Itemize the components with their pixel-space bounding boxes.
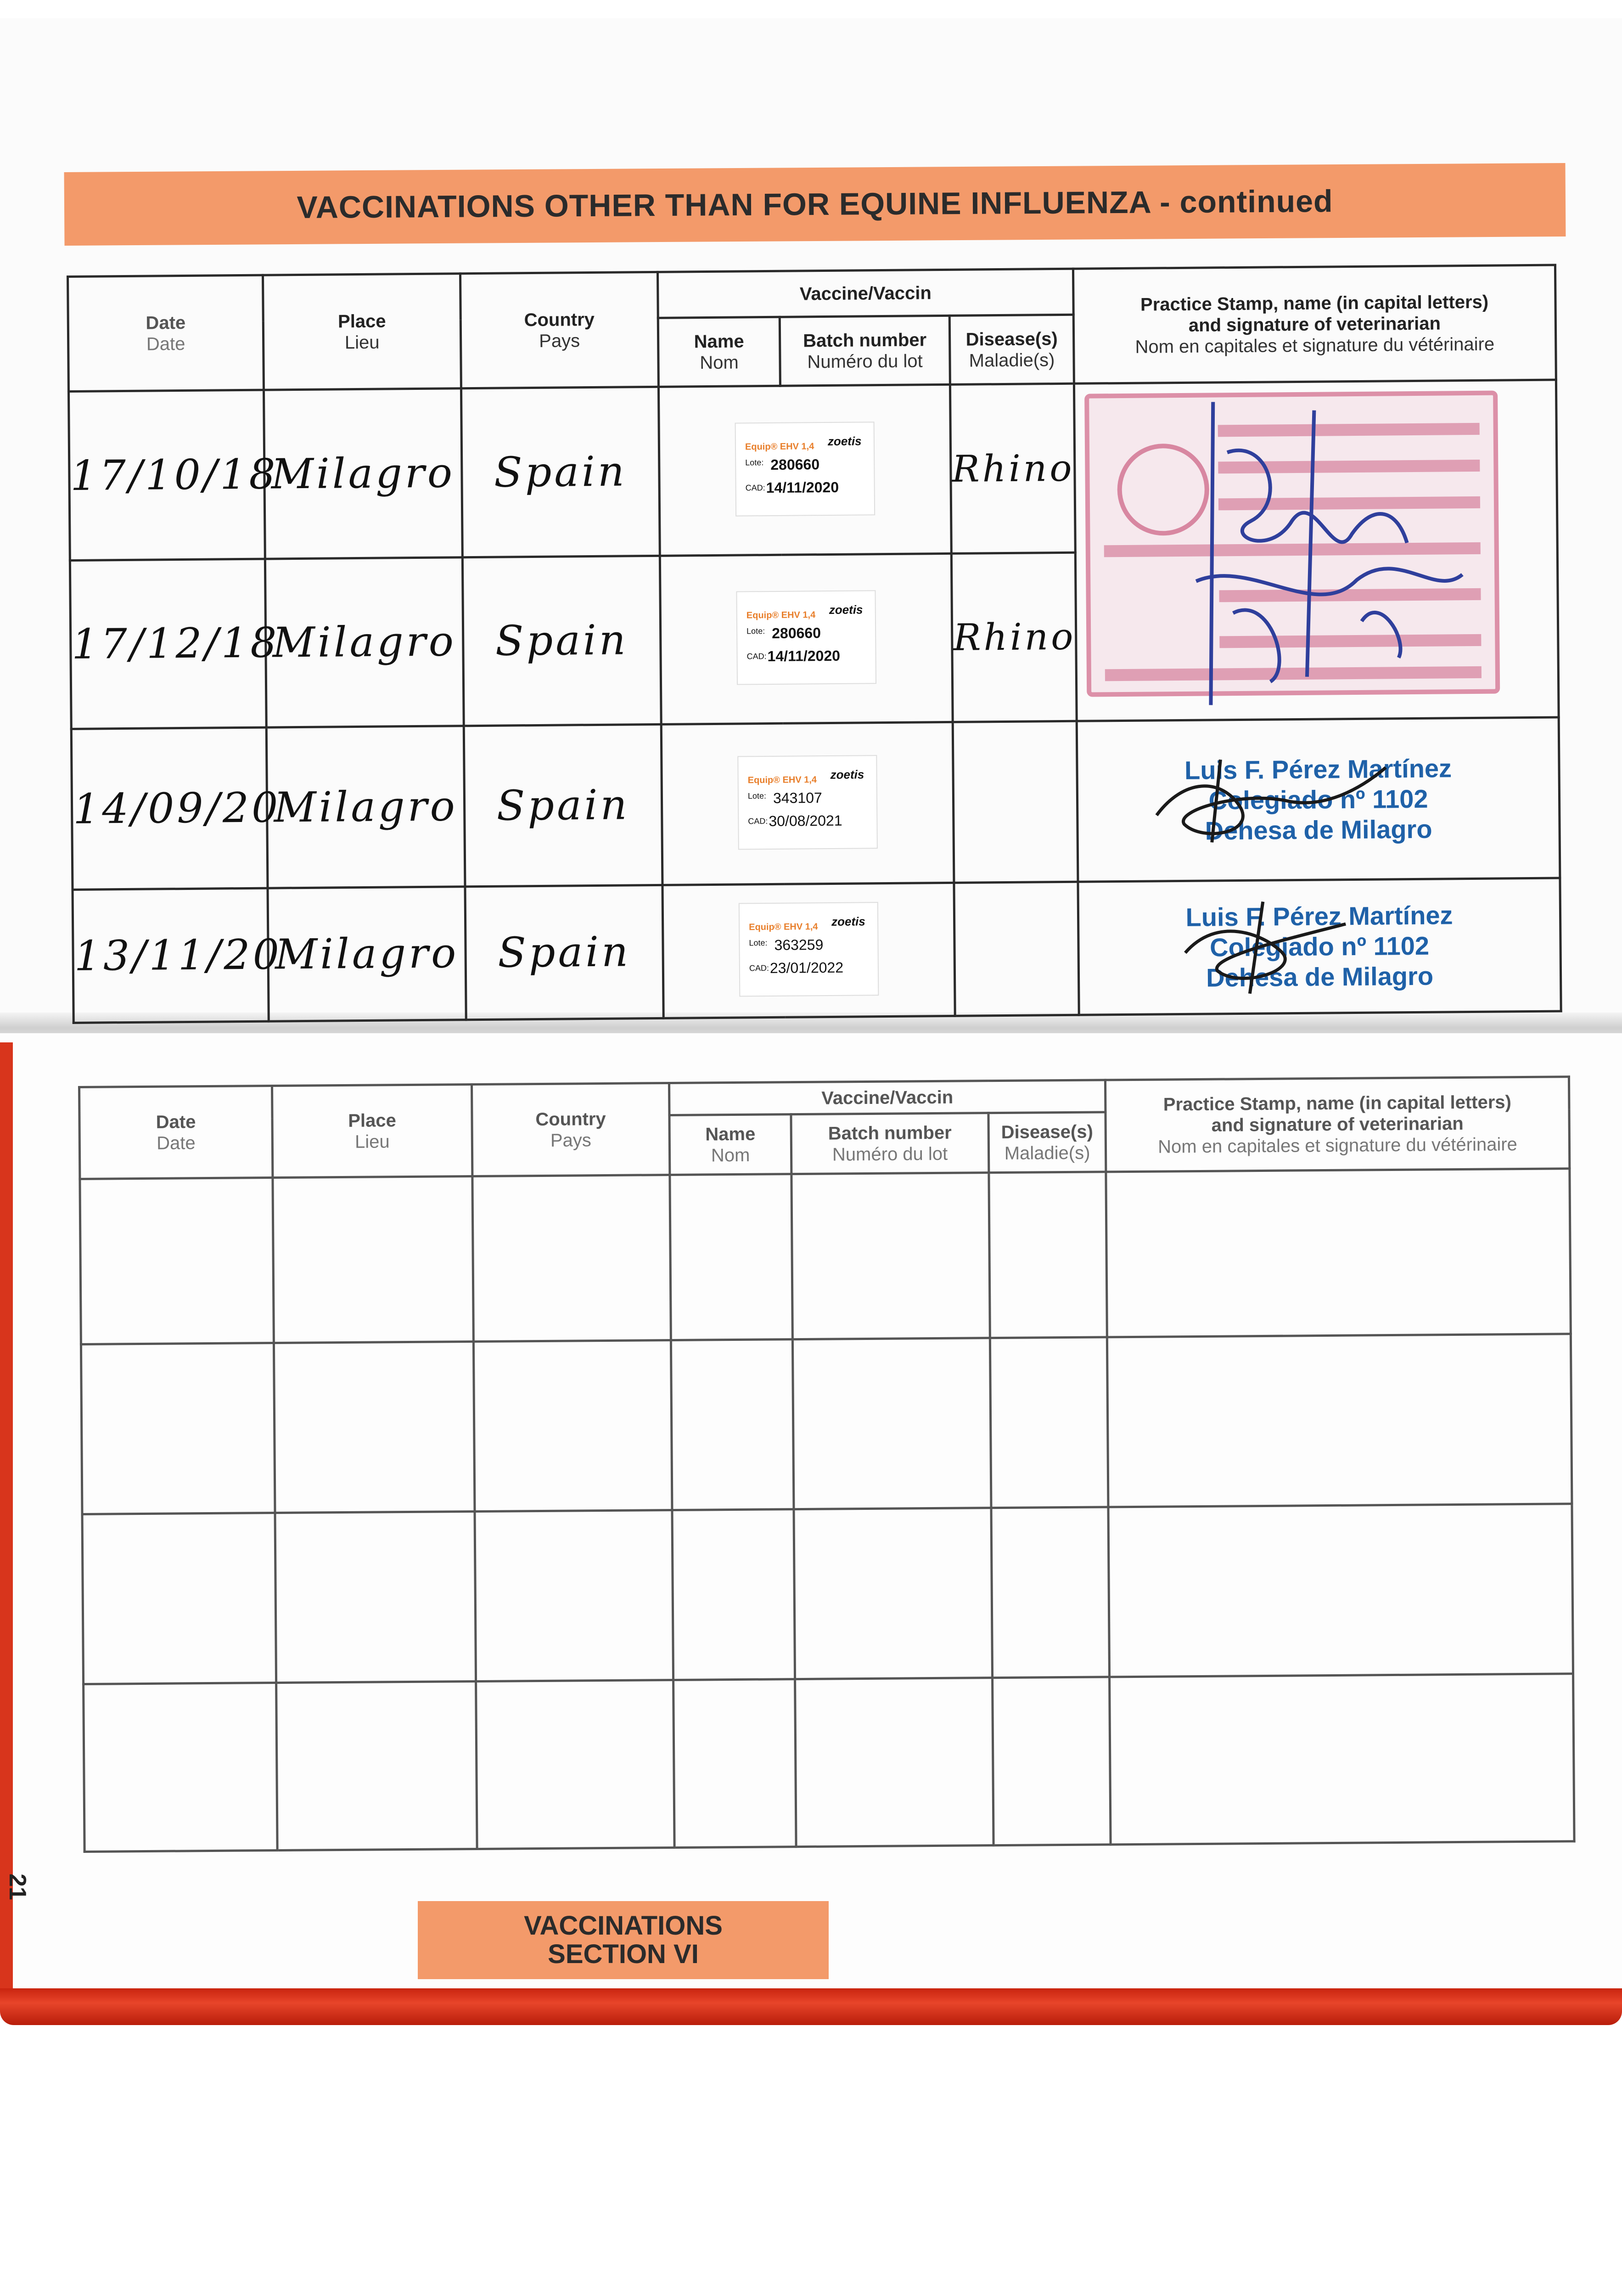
col-place: Place Lieu <box>272 1085 472 1178</box>
country-cell: Spain <box>464 724 662 886</box>
col-date: Date Date <box>68 275 264 391</box>
col-practice-stamp: Practice Stamp, name (in capital letters) and signature of veterinarian Nom en capitales et signature du vétérinaire <box>1073 265 1556 383</box>
date-cell[interactable] <box>81 1343 275 1514</box>
table-row <box>71 717 1560 889</box>
disease-cell[interactable] <box>989 1172 1107 1338</box>
country-cell: Spain <box>462 556 661 726</box>
place-cell: Milagro <box>268 887 466 1021</box>
place-cell[interactable] <box>275 1511 476 1683</box>
col-batch: Batch number Numéro du lot <box>780 315 950 386</box>
vaccine-sticker: Equip® EHV 1,4 zoetis Lote: 363259 CAD: 23/01/2022 <box>740 903 878 996</box>
country-cell[interactable] <box>472 1175 671 1342</box>
col-disease: Disease(s) Maladie(s) <box>949 315 1074 384</box>
batch-cell[interactable] <box>795 1678 994 1847</box>
col-name: Name Nom <box>658 317 780 387</box>
section-tab[interactable] <box>418 1901 829 1979</box>
date-cell[interactable] <box>82 1513 276 1684</box>
section-title: VACCINATIONS OTHER THAN FOR EQUINE INFLUENZA - continued <box>297 184 1333 225</box>
name-cell[interactable] <box>671 1339 794 1510</box>
col-vaccine-group: Vaccine/Vaccin <box>657 269 1073 318</box>
table-row <box>73 878 1561 1023</box>
vet-name-stamp: Luis F. Pérez Martínez Colegiado nº 1102 Dehesa de Milagro <box>1078 752 1559 847</box>
disease-cell[interactable] <box>993 1677 1111 1846</box>
vet-name-stamp: Luis F. Pérez Martínez Colegiado nº 1102 Dehesa de Milagro <box>1079 899 1560 994</box>
place-cell[interactable] <box>276 1681 477 1850</box>
disease-cell <box>953 721 1078 883</box>
section-tab-line2: SECTION VI <box>548 1939 699 1969</box>
batch-cell[interactable] <box>792 1338 991 1509</box>
batch-cell[interactable] <box>791 1173 990 1339</box>
date-cell[interactable] <box>80 1178 274 1345</box>
country-cell: Spain <box>465 885 663 1019</box>
place-cell[interactable] <box>273 1176 474 1343</box>
vet-stamp-cell[interactable] <box>1110 1674 1575 1845</box>
vaccination-table-lower <box>78 1075 1576 1853</box>
vaccine-sticker: Equip® EHV 1,4 zoetis Lote: 280660 CAD: 14/11/2020 <box>736 422 875 515</box>
batch-cell[interactable] <box>794 1508 993 1679</box>
vaccine-label-cell <box>660 553 953 724</box>
disease-cell[interactable] <box>991 1507 1110 1678</box>
vaccine-label-cell <box>661 722 954 885</box>
cover-edge-bottom <box>0 1988 1622 2025</box>
veterinarian-signature <box>1171 895 1448 999</box>
vet-stamp-cell[interactable] <box>1107 1334 1572 1507</box>
table-row <box>81 1334 1572 1514</box>
col-name: Name Nom <box>669 1114 791 1175</box>
date-cell[interactable] <box>84 1683 278 1852</box>
vet-stamp-cell[interactable] <box>1106 1169 1571 1337</box>
col-place: Place Lieu <box>263 274 461 390</box>
date-cell: 17/12/18 <box>70 559 266 729</box>
vet-stamp-cell <box>1078 878 1561 1015</box>
veterinarian-signature <box>1075 381 1560 720</box>
section-tab-line1: VACCINATIONS <box>524 1911 723 1941</box>
date-cell: 17/10/18 <box>68 390 265 560</box>
date-cell: 13/11/20 <box>73 888 269 1023</box>
col-batch: Batch number Numéro du lot <box>791 1113 989 1174</box>
col-vaccine-group: Vaccine/Vaccin <box>669 1080 1105 1115</box>
country-cell: Spain <box>461 387 660 557</box>
place-cell: Milagro <box>265 557 464 727</box>
col-country: Country Pays <box>471 1083 669 1176</box>
country-cell[interactable] <box>476 1680 675 1849</box>
table-row <box>68 380 1557 560</box>
vaccine-sticker: Equip® EHV 1,4 zoetis Lote: 343107 CAD: 30/08/2021 <box>738 756 877 849</box>
name-cell[interactable] <box>673 1679 797 1848</box>
col-disease: Disease(s) Maladie(s) <box>988 1112 1106 1173</box>
vet-stamp-cell <box>1077 717 1560 882</box>
disease-cell[interactable] <box>990 1337 1108 1508</box>
name-cell[interactable] <box>672 1509 795 1680</box>
disease-cell: Rhino <box>951 552 1077 722</box>
disease-cell <box>954 882 1079 1016</box>
vaccine-label-cell <box>658 384 951 555</box>
disease-cell: Rhino <box>950 383 1075 553</box>
country-cell[interactable] <box>473 1340 672 1511</box>
date-cell: 14/09/20 <box>71 727 268 889</box>
vaccine-sticker: Equip® EHV 1,4 zoetis Lote: 280660 CAD: 14/11/2020 <box>737 591 876 684</box>
vet-stamp-cell <box>1074 380 1559 721</box>
cover-edge-left <box>0 1042 13 2007</box>
vet-stamp-cell[interactable] <box>1108 1504 1573 1677</box>
veterinarian-signature <box>1147 748 1469 852</box>
table-row <box>82 1504 1573 1684</box>
vaccination-table-upper <box>67 264 1562 1024</box>
table-row <box>80 1169 1571 1345</box>
place-cell[interactable] <box>274 1341 475 1513</box>
col-date: Date Date <box>79 1086 273 1179</box>
name-cell[interactable] <box>670 1174 793 1340</box>
place-cell: Milagro <box>264 388 462 559</box>
section-title-banner <box>64 163 1566 246</box>
table-row <box>84 1674 1575 1852</box>
country-cell[interactable] <box>475 1510 673 1681</box>
page-number: 21 <box>4 1874 31 1900</box>
col-practice-stamp: Practice Stamp, name (in capital letters) and signature of veterinarian Nom en capitales et signature du vétérinaire <box>1105 1077 1569 1172</box>
place-cell: Milagro <box>266 726 465 888</box>
vaccine-label-cell <box>662 883 955 1018</box>
col-country: Country Pays <box>460 272 658 388</box>
